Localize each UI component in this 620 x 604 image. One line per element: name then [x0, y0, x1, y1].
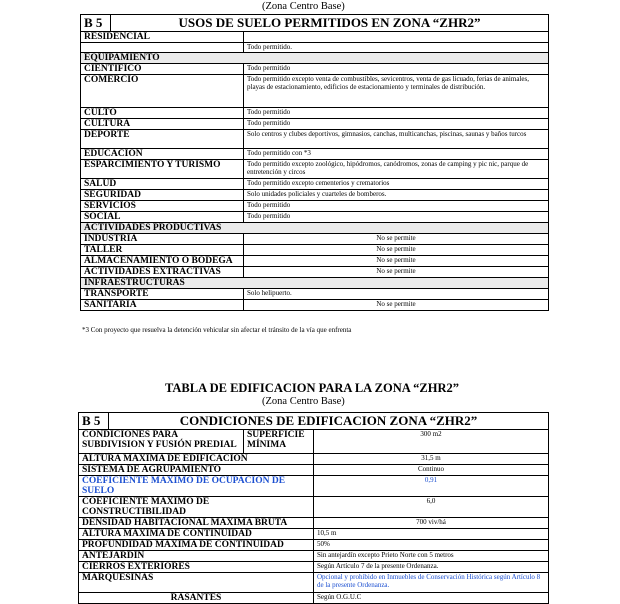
- footnote: *3 Con proyecto que resuelva la detención vehicular sin afectar el tránsito de la vía que enfrenta: [82, 326, 352, 334]
- condition-label: ANTEJARDÍN: [79, 551, 314, 562]
- condition-label: RASANTES: [79, 593, 314, 604]
- condition-label: CIERROS EXTERIORES: [79, 562, 314, 573]
- table-row: [79, 465, 549, 476]
- use-label: DEPORTE: [81, 130, 244, 149]
- use-label: SERVICIOS: [81, 201, 244, 212]
- use-label: SANITARIA: [81, 300, 244, 311]
- section-row: [81, 53, 549, 64]
- table-row: [79, 518, 549, 529]
- use-label: EDUCACION: [81, 149, 244, 160]
- building-table-heading: TABLA DE EDIFICACION PARA LA ZONA “ZHR2”: [165, 381, 460, 395]
- condition-label: SISTEMA DE AGRUPAMIENTO: [79, 465, 314, 476]
- section-label: EQUIPAMIENTO: [81, 53, 549, 64]
- condition-value: 6,0: [314, 497, 549, 518]
- use-label: TRANSPORTE: [81, 289, 244, 300]
- table-row: [81, 149, 549, 160]
- use-value: No se permite: [244, 267, 549, 278]
- use-value: Todo permitido: [244, 201, 549, 212]
- table-row: [81, 267, 549, 278]
- use-label: ALMACENAMIENTO O BODEGA: [81, 256, 244, 267]
- use-value: Todo permitido excepto zoológico, hipódromos, canódromos, zonas de camping y pic nic, parque de entretención y circos: [244, 160, 549, 179]
- use-value: Todo permitido: [244, 212, 549, 223]
- table-row: [81, 130, 549, 149]
- table-row: [81, 234, 549, 245]
- use-label: SALUD: [81, 179, 244, 190]
- use-label: CULTURA: [81, 119, 244, 130]
- condition-label: COEFICIENTE MAXIMO DE OCUPACION DE SUELO: [79, 476, 314, 497]
- section-label: ACTIVIDADES PRODUCTIVAS: [81, 223, 549, 234]
- table-row: [81, 212, 549, 223]
- table-row: [81, 160, 549, 179]
- zone-caption-top: (Zona Centro Base): [262, 1, 345, 12]
- condition-value: Sin antejardín excepto Prieto Norte con 5 metros: [314, 551, 549, 562]
- condition-label: MARQUESINAS: [79, 573, 314, 593]
- use-label: ESPARCIMIENTO Y TURISMO: [81, 160, 244, 179]
- use-label: CIENTIFICO: [81, 64, 244, 75]
- use-value: Todo permitido con *3: [244, 149, 549, 160]
- condition-value: 0,91: [314, 476, 549, 497]
- use-value: Todo permitido excepto cementerios y crematorios: [244, 179, 549, 190]
- condition-label: ALTURA MÁXIMA DE CONTINUIDAD: [79, 529, 314, 540]
- table-code: B 5: [79, 413, 109, 430]
- use-value: Todo permitido: [244, 108, 549, 119]
- section-row: [81, 223, 549, 234]
- table-row: [79, 573, 549, 593]
- use-value: Todo permitido: [244, 64, 549, 75]
- use-value: Todo permitido: [244, 119, 549, 130]
- table-row: [79, 454, 549, 465]
- use-label: ACTIVIDADES EXTRACTIVAS: [81, 267, 244, 278]
- table-row: [81, 32, 549, 43]
- table-row: [79, 476, 549, 497]
- table-title: CONDICIONES DE EDIFICACION ZONA “ZHR2”: [109, 413, 549, 430]
- table-row: [79, 562, 549, 573]
- use-label: INDUSTRIA: [81, 234, 244, 245]
- use-value: Todo permitido excepto venta de combustibles, sevicentros, venta de gas licuado, ferias de animales, playas de estacionamiento, edificios de estacionamiento y terminales de distribución.: [244, 75, 549, 108]
- use-value: Solo centros y clubes deportivos, gimnasios, canchas, multicanchas, piscinas, saunas y baños turcos: [244, 130, 549, 149]
- use-value: No se permite: [244, 300, 549, 311]
- table-row: [81, 256, 549, 267]
- land-use-table: [80, 14, 549, 311]
- table-row: [81, 43, 549, 53]
- condition-value: 50%: [314, 540, 549, 551]
- condition-label: COEFICIENTE MÁXIMO DE CONSTRUCTIBILIDAD: [79, 497, 314, 518]
- minimum-area-value: 300 m2: [314, 430, 549, 454]
- table-row: [79, 497, 549, 518]
- use-value: Solo helipuerto.: [244, 289, 549, 300]
- condition-value: Según O.G.U.C: [314, 593, 549, 604]
- zone-caption-bottom: (Zona Centro Base): [262, 396, 345, 407]
- table-row: [79, 551, 549, 562]
- condition-value: 700 viv/há: [314, 518, 549, 529]
- table-row: [81, 64, 549, 75]
- subdivision-label: CONDICIONES PARA SUBDIVISION Y FUSIÓN PREDIAL: [79, 430, 244, 454]
- condition-value: Opcional y prohibido en Inmuebles de Conservación Histórica según Artículo 8 de la presente Ordenanza.: [314, 573, 549, 593]
- table-code: B 5: [81, 15, 111, 32]
- table-row: [81, 119, 549, 130]
- use-value: Todo permitido.: [244, 43, 549, 53]
- condition-label: DENSIDAD HABITACIONAL MÁXIMA BRUTA: [79, 518, 314, 529]
- use-label: [81, 43, 244, 53]
- use-value: No se permite: [244, 234, 549, 245]
- table-row: [81, 75, 549, 108]
- use-label: TALLER: [81, 245, 244, 256]
- condition-value: Según Artículo 7 de la presente Ordenanza.: [314, 562, 549, 573]
- use-value: No se permite: [244, 245, 549, 256]
- section-row: [81, 278, 549, 289]
- table-row: [79, 593, 549, 604]
- section-label: INFRAESTRUCTURAS: [81, 278, 549, 289]
- table-row: [81, 201, 549, 212]
- table-row: [79, 529, 549, 540]
- table-row: [81, 289, 549, 300]
- use-label: SOCIAL: [81, 212, 244, 223]
- use-label: CULTO: [81, 108, 244, 119]
- table-row: [79, 540, 549, 551]
- condition-value: Continuo: [314, 465, 549, 476]
- table-row: [81, 300, 549, 311]
- table-row: [81, 179, 549, 190]
- table-row: [81, 245, 549, 256]
- table-row: [81, 108, 549, 119]
- condition-value: 31,5 m: [314, 454, 549, 465]
- use-label: COMERCIO: [81, 75, 244, 108]
- table-row: [81, 190, 549, 201]
- minimum-area-label: SUPERFICIE MÍNIMA: [244, 430, 314, 454]
- building-conditions-table: [78, 412, 549, 604]
- condition-label: PROFUNDIDAD MAXIMA DE CONTINUIDAD: [79, 540, 314, 551]
- use-value: Solo unidades policiales y cuarteles de bomberos.: [244, 190, 549, 201]
- condition-label: ALTURA MÁXIMA DE EDIFICACIÓN: [79, 454, 314, 465]
- use-label: SEGURIDAD: [81, 190, 244, 201]
- use-label: RESIDENCIAL: [81, 32, 244, 43]
- table-title: USOS DE SUELO PERMITIDOS EN ZONA “ZHR2”: [111, 15, 549, 32]
- condition-value: 10,5 m: [314, 529, 549, 540]
- use-value: [244, 32, 549, 43]
- use-value: No se permite: [244, 256, 549, 267]
